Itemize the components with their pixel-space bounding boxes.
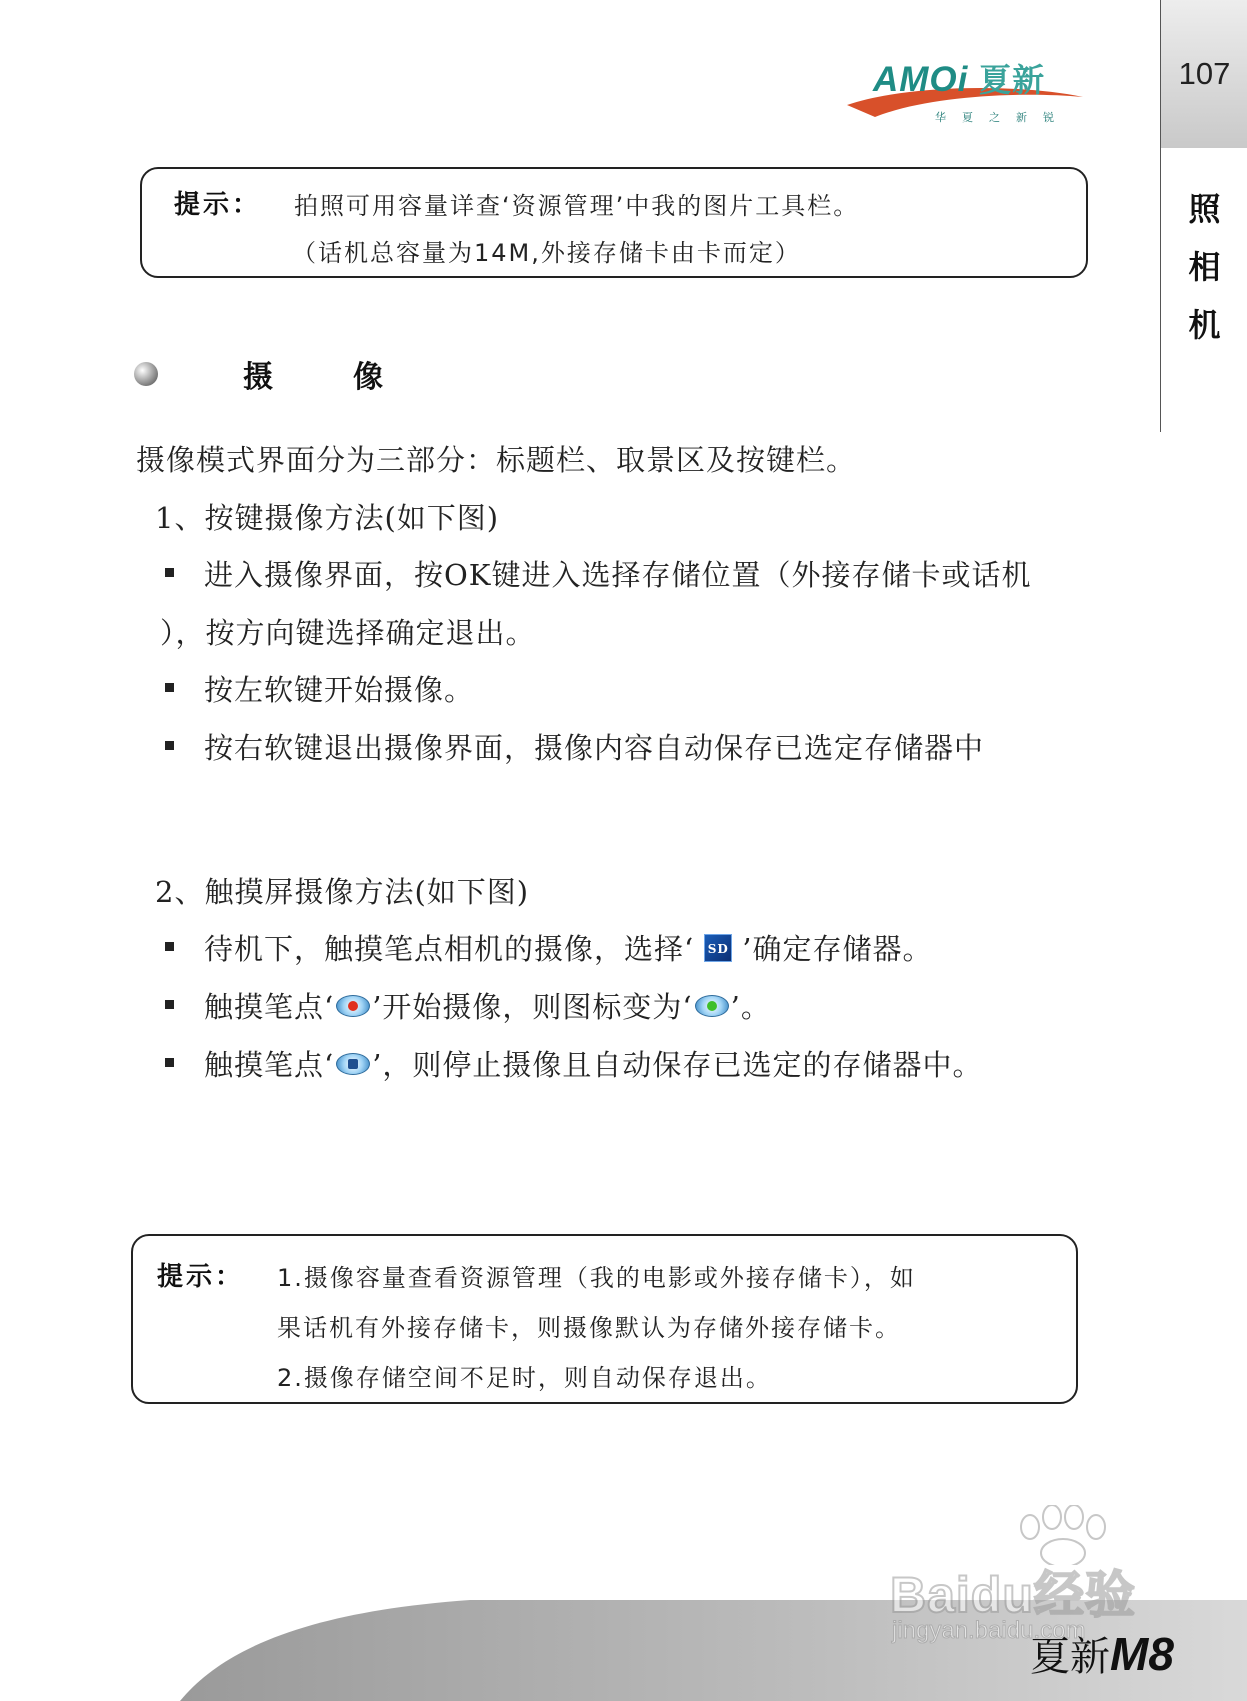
- sd-card-icon: SD: [704, 934, 732, 962]
- section1-bullet-1: 进入摄像界面，按OK键进入选择存储位置（外接存储卡或话机: [204, 558, 1032, 592]
- chapter-title: [1161, 180, 1247, 354]
- tip-line-1: 1.摄像容量查看资源管理（我的电影或外接存储卡），如: [277, 1264, 916, 1292]
- bullet-icon: [165, 568, 174, 577]
- tip-label: 提示：: [174, 190, 262, 220]
- bullet-icon: [165, 741, 174, 750]
- bullet-icon: [165, 683, 174, 692]
- page-number: 107: [1178, 56, 1231, 91]
- chapter-title-char: 机: [1188, 306, 1221, 344]
- footer-brand: [1030, 1625, 1174, 1682]
- tip-box-photo: [140, 167, 1088, 278]
- section1-bullet-2: 按左软键开始摄像。: [204, 673, 475, 707]
- amoi-logo: [845, 55, 1085, 125]
- section2-bullet-2-text-end: ’。: [730, 990, 771, 1024]
- section1-bullet-1-cont: ），按方向键选择确定退出。: [160, 616, 536, 650]
- heading-bullet-icon: [134, 362, 158, 386]
- section2-bullet-3-text-end: ’，则停止摄像且自动保存已选定的存储器中。: [372, 1048, 983, 1082]
- recording-icon: [695, 995, 729, 1017]
- tip-line-2: （话机总容量为14M,外接存储卡由卡而定）: [292, 239, 801, 267]
- tip-label: 提示：: [157, 1262, 245, 1292]
- record-start-icon: [336, 995, 370, 1017]
- watermark-url: jingyan.baidu.com: [892, 1617, 1086, 1644]
- section2-bullet-2-text-mid: ’开始摄像，则图标变为‘: [372, 990, 693, 1024]
- chapter-side-tab: [1160, 0, 1247, 432]
- chapter-title-char: 相: [1188, 248, 1221, 286]
- chapter-title-char: 照: [1188, 190, 1221, 228]
- tip-line-1: 拍照可用容量详查‘资源管理’中我的图片工具栏。: [294, 192, 860, 220]
- watermark-text: Baidu经验: [890, 1567, 1136, 1623]
- section1-bullet-3: 按右软键退出摄像界面，摄像内容自动保存已选定存储器中: [204, 731, 985, 765]
- section2-bullet-2: [204, 985, 771, 1026]
- footer-brand-cn: 夏新: [1030, 1634, 1110, 1680]
- section2-title: 2、触摸屏摄像方法(如下图): [155, 875, 530, 909]
- section-heading: 摄像: [243, 360, 463, 395]
- section2-bullet-1-text-end: ’确定存储器。: [742, 932, 933, 966]
- section2-bullet-1: [204, 927, 932, 968]
- section2-bullet-3-text: 触摸笔点‘: [204, 1048, 335, 1082]
- intro-text: 摄像模式界面分为三部分：标题栏、取景区及按键栏。: [136, 443, 857, 477]
- section2-bullet-2-text: 触摸笔点‘: [204, 990, 335, 1024]
- tip-box-video: [131, 1234, 1078, 1404]
- footer-model: M8: [1110, 1628, 1174, 1680]
- logo-brand-cn: 夏新: [979, 62, 1046, 98]
- tip-line-3: 2.摄像存储空间不足时，则自动保存退出。: [277, 1364, 772, 1392]
- tip-line-2: 果话机有外接存储卡，则摄像默认为存储外接存储卡。: [277, 1314, 901, 1342]
- bullet-icon: [165, 1000, 174, 1009]
- bullet-icon: [165, 1058, 174, 1067]
- section2-bullet-3: [204, 1043, 982, 1084]
- logo-brand: AMOi: [873, 60, 969, 99]
- bullet-icon: [165, 942, 174, 951]
- section2-bullet-1-text: 待机下，触摸笔点相机的摄像，选择‘: [204, 932, 695, 966]
- record-stop-icon: [336, 1053, 370, 1075]
- logo-slogan: 华夏之新锐: [935, 111, 1070, 124]
- section1-title: 1、按键摄像方法(如下图): [155, 501, 500, 535]
